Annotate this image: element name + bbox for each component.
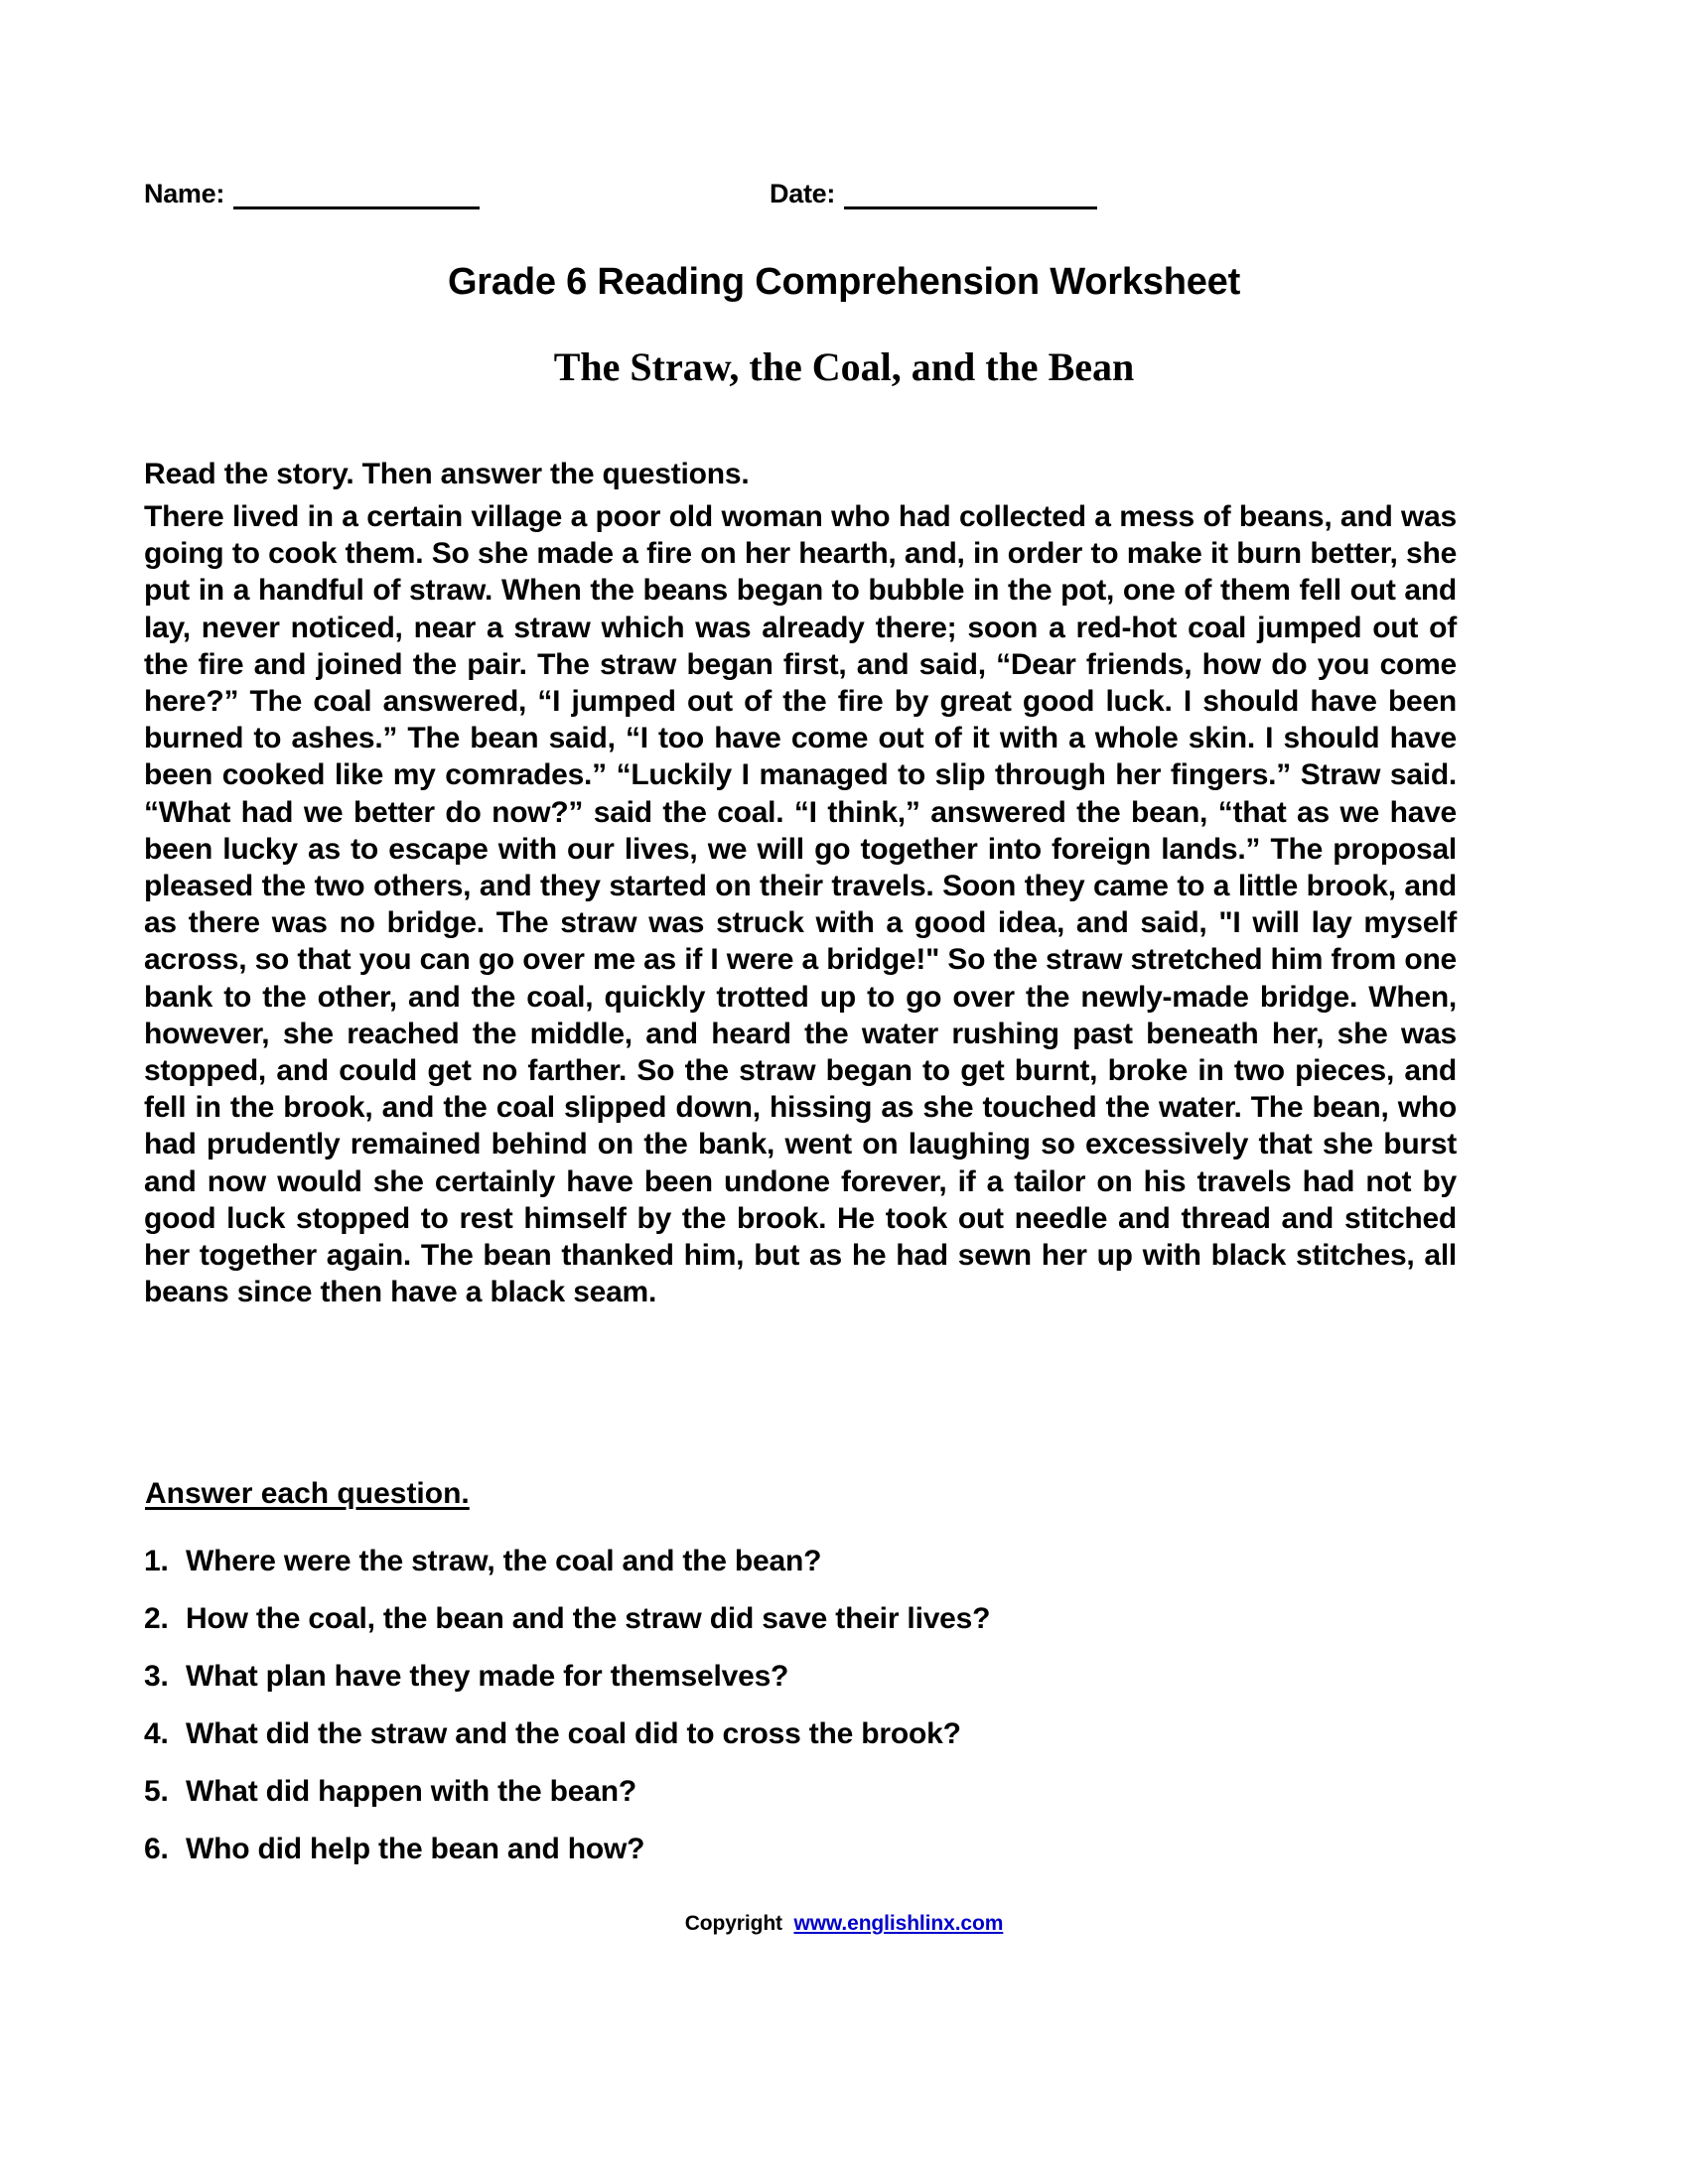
question-text: Where were the straw, the coal and the bean?: [186, 1545, 822, 1577]
question-number: 6.: [144, 1833, 169, 1865]
question-item: [144, 1713, 1457, 1754]
question-item: [144, 1829, 1457, 1869]
question-item: [144, 1771, 1457, 1812]
date-label: Date:: [770, 179, 836, 208]
question-number: 4.: [144, 1717, 169, 1750]
story-passage: There lived in a certain village a poor old woman who had collected a mess of beans, and was going to cook them. So she made a fire on her hearth, and, in order to make it burn better, she put in a handful of straw. When the beans began to bubble in the pot, one of them fell out and lay, never noticed, near a straw which was already there; soon a red-hot coal jumped out of the fire and joined the pair. The straw began first, and said, “Dear friends, how do you come here?” The coal answered, “I jumped out of the fire by great good luck. I should have been burned to ashes.” The bean said, “I too have come out of it with a whole skin. I should have been cooked like my comrades.” “Luckily I managed to slip through her fingers.” Straw said. “What had we better do now?” said the coal. “I think,” answered the bean, “that as we have been lucky as to escape with our lives, we will go together into foreign lands.” The proposal pleased the two others, and they started on their travels. Soon they came to a little brook, and as there was no bridge. The straw was struck with a good idea, and said, "I will lay myself across, so that you can go over me as if I were a bridge!" So the straw stretched him from one bank to the other, and the coal, quickly trotted up to go over the newly-made bridge. When, however, she reached the middle, and heard the water rushing past beneath her, she was stopped, and could get no farther. So the straw began to get burnt, broke in two pieces, and fell in the brook, and the coal slipped down, hissing as she touched the water. The bean, who had prudently remained behind on the bank, went on laughing so excessively that she burst and now would she certainly have been undone forever, if a tailor on his travels had not by good luck stopped to rest himself by the brook. He took out needle and thread and stitched her together again. The bean thanked him, but as he had sewn her up with black stitches, all beans since then have a black seam.: [144, 500, 1457, 1309]
reading-instruction: Read the story. Then answer the questions.: [144, 458, 750, 490]
student-info-header: [144, 181, 1544, 209]
englishlinx-link[interactable]: www.englishlinx.com: [793, 1912, 1004, 1935]
question-text: What plan have they made for themselves?: [186, 1660, 789, 1693]
story-title: The Straw, the Coal, and the Bean: [553, 344, 1135, 389]
date-field-group: [770, 181, 1097, 209]
page-footer: [144, 1910, 1544, 1938]
worksheet-title: Grade 6 Reading Comprehension Worksheet: [447, 261, 1241, 303]
question-number: 3.: [144, 1660, 169, 1693]
question-number: 2.: [144, 1602, 169, 1635]
name-input-line[interactable]: [233, 183, 480, 209]
date-input-line[interactable]: [844, 183, 1097, 209]
question-number: 1.: [144, 1545, 169, 1577]
question-text: What did happen with the bean?: [186, 1775, 636, 1808]
question-text: Who did help the bean and how?: [186, 1833, 645, 1865]
question-text: What did the straw and the coal did to cross the brook?: [186, 1717, 961, 1750]
question-item: [144, 1541, 1457, 1581]
question-item: [144, 1598, 1457, 1639]
question-text: How the coal, the bean and the straw did save their lives?: [186, 1602, 991, 1635]
answer-section-heading: Answer each question.: [145, 1477, 470, 1510]
question-item: [144, 1656, 1457, 1697]
name-field-group: [144, 181, 480, 209]
question-list: [144, 1541, 1457, 1886]
name-label: Name:: [144, 179, 225, 208]
question-number: 5.: [144, 1775, 169, 1808]
passage-section: [144, 455, 1457, 1310]
copyright-label: Copyright: [684, 1912, 782, 1935]
